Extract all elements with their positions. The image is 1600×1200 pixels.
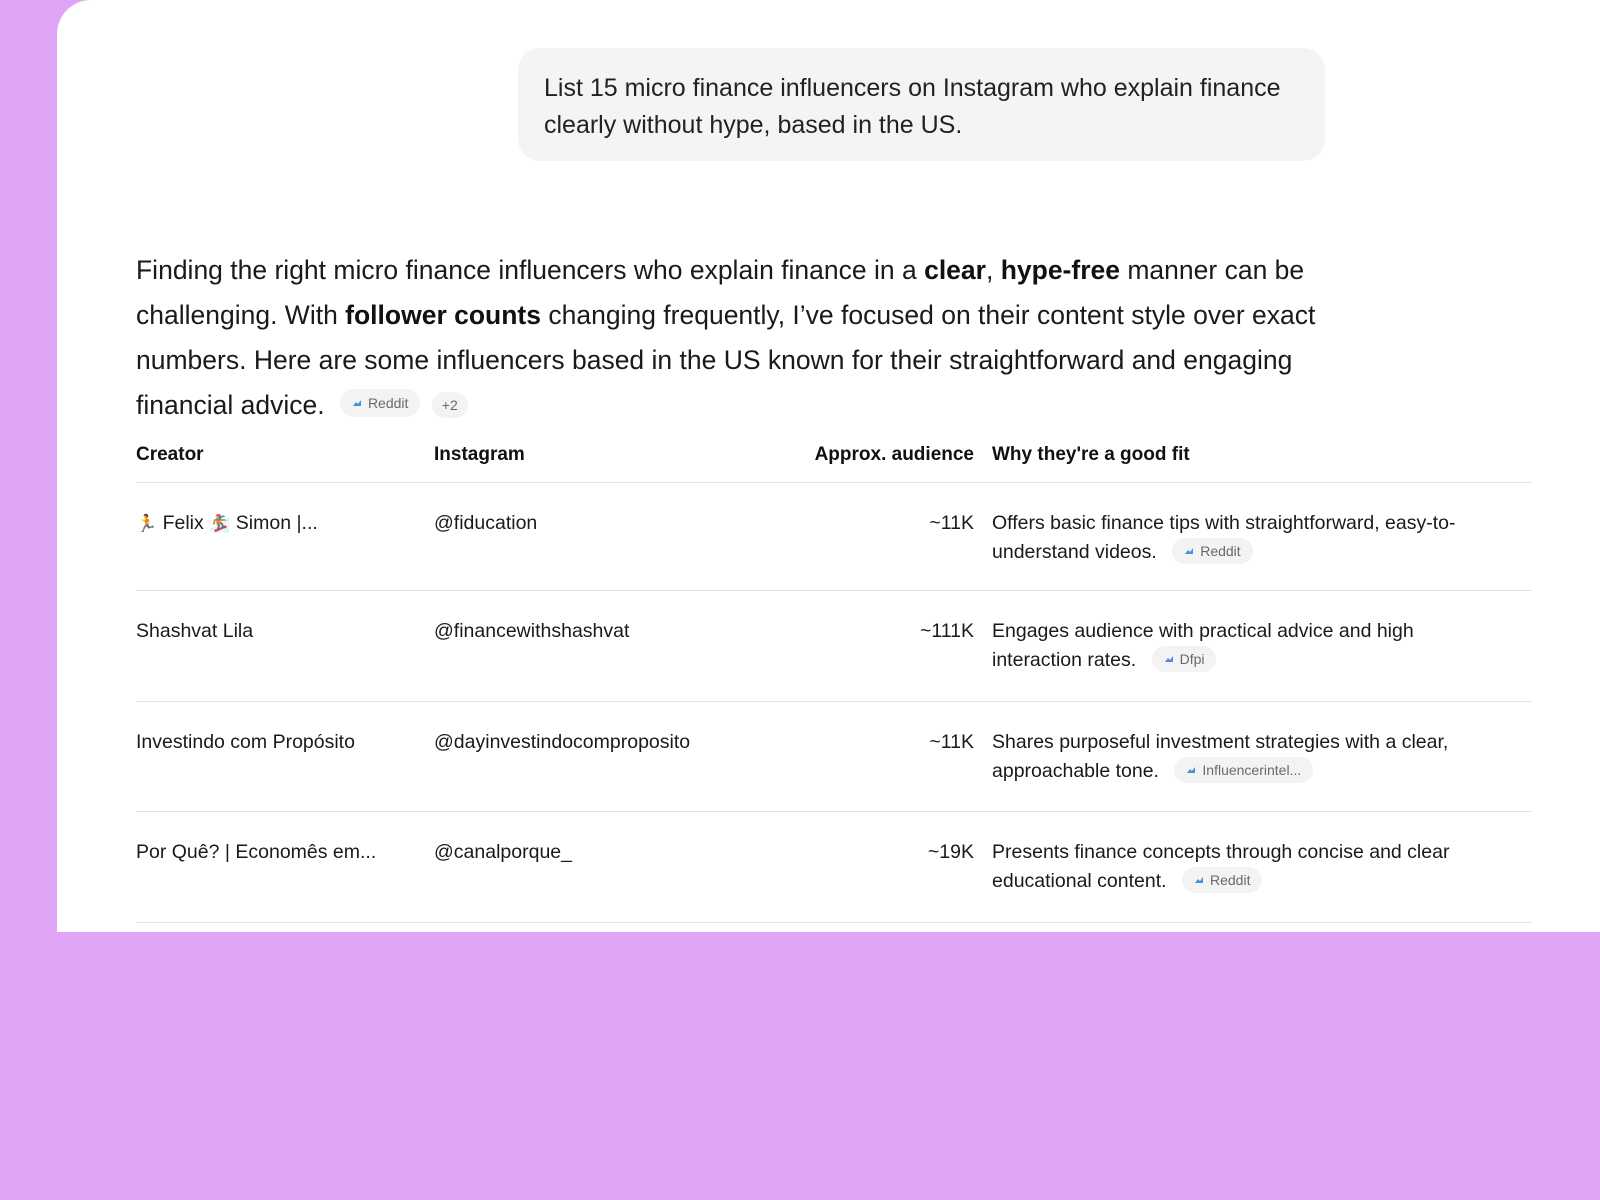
influencer-table — [136, 436, 1532, 923]
answer-text-1: Finding the right micro finance influencers who explain finance in a — [136, 255, 925, 285]
chat-panel — [57, 0, 1600, 932]
answer-text-4: changing frequently, I’ve focused on their content style over exact numbers. Here are some influencers based in the US known for their straightforward and engaging financial advice. — [136, 300, 1316, 420]
why-text: Shares purposeful investment strategies with a clear, approachable tone. — [992, 731, 1449, 782]
audience-value: ~11K — [929, 731, 974, 753]
instagram-handle: @fiducation — [434, 512, 538, 534]
why-cell — [992, 728, 1492, 786]
audience-value: ~11K — [929, 512, 974, 534]
user-message-text: List 15 micro finance influencers on Instagram who explain finance clearly without hype, based in the US. — [544, 74, 1281, 139]
row-source-label: Reddit — [1209, 871, 1251, 888]
row-source-chip[interactable] — [1174, 757, 1313, 783]
instagram-handle: @financewithshashvat — [434, 620, 630, 642]
row-source-label: Reddit — [1200, 542, 1241, 559]
creator-name: Shashvat Lila — [136, 620, 254, 642]
source-favicon-icon — [1194, 875, 1204, 885]
answer-bold-hype-free: hype-free — [1000, 255, 1120, 285]
table-row — [136, 702, 1532, 812]
creator-name-rest: Simon |... — [230, 512, 318, 534]
assistant-answer — [136, 248, 1386, 428]
row-source-chip[interactable] — [1182, 867, 1262, 893]
source-favicon-icon — [352, 398, 362, 408]
source-favicon-icon — [1164, 654, 1174, 664]
table-header — [136, 436, 1532, 483]
row-source-chip[interactable] — [1152, 646, 1217, 672]
table-row — [136, 483, 1532, 591]
creator-cell — [136, 509, 318, 538]
more-sources-chip[interactable] — [432, 392, 468, 418]
row-source-chip[interactable] — [1172, 538, 1252, 564]
instagram-handle: @dayinvestindocomproposito — [434, 731, 691, 753]
answer-text-3: manner can be challenging. With — [136, 255, 1305, 330]
instagram-handle: @canalporque_ — [434, 841, 572, 863]
why-cell — [992, 509, 1492, 567]
audience-value: ~19K — [927, 841, 974, 863]
source-favicon-icon — [1184, 546, 1194, 556]
header-audience: Approx. audience — [814, 444, 974, 465]
why-text: Offers basic finance tips with straightforward, easy-to-understand videos. — [992, 512, 1456, 563]
row-source-label: Influencerintel... — [1202, 761, 1302, 778]
answer-text-2: , — [985, 255, 1001, 285]
header-creator: Creator — [136, 444, 204, 465]
audience-value: ~111K — [919, 620, 974, 642]
why-text: Engages audience with practical advice and high interaction rates. — [992, 620, 1414, 671]
creator-name: Investindo com Propósito — [136, 731, 355, 753]
source-chip-label: Reddit — [367, 395, 409, 411]
why-text: Presents finance concepts through concise and clear educational content. — [992, 841, 1450, 892]
more-sources-count: +2 — [441, 397, 458, 413]
answer-bold-clear: clear — [924, 255, 986, 285]
table-row — [136, 812, 1532, 923]
row-source-label: Dfpi — [1179, 650, 1205, 667]
header-why: Why they're a good fit — [992, 444, 1190, 465]
source-favicon-icon — [1186, 765, 1196, 775]
runner-emoji-icon: 🏃 — [136, 514, 158, 533]
header-instagram: Instagram — [434, 444, 525, 465]
table-row — [136, 591, 1532, 702]
creator-name: Por Quê? | Economês em... — [136, 841, 377, 863]
user-message-bubble — [518, 48, 1325, 161]
why-cell — [992, 838, 1492, 896]
answer-bold-follower-counts: follower counts — [345, 300, 541, 330]
source-chip-reddit[interactable] — [340, 389, 420, 417]
why-cell — [992, 617, 1492, 675]
creator-name: Felix — [157, 512, 210, 534]
snowboarder-emoji-icon: 🏂 — [209, 514, 231, 533]
